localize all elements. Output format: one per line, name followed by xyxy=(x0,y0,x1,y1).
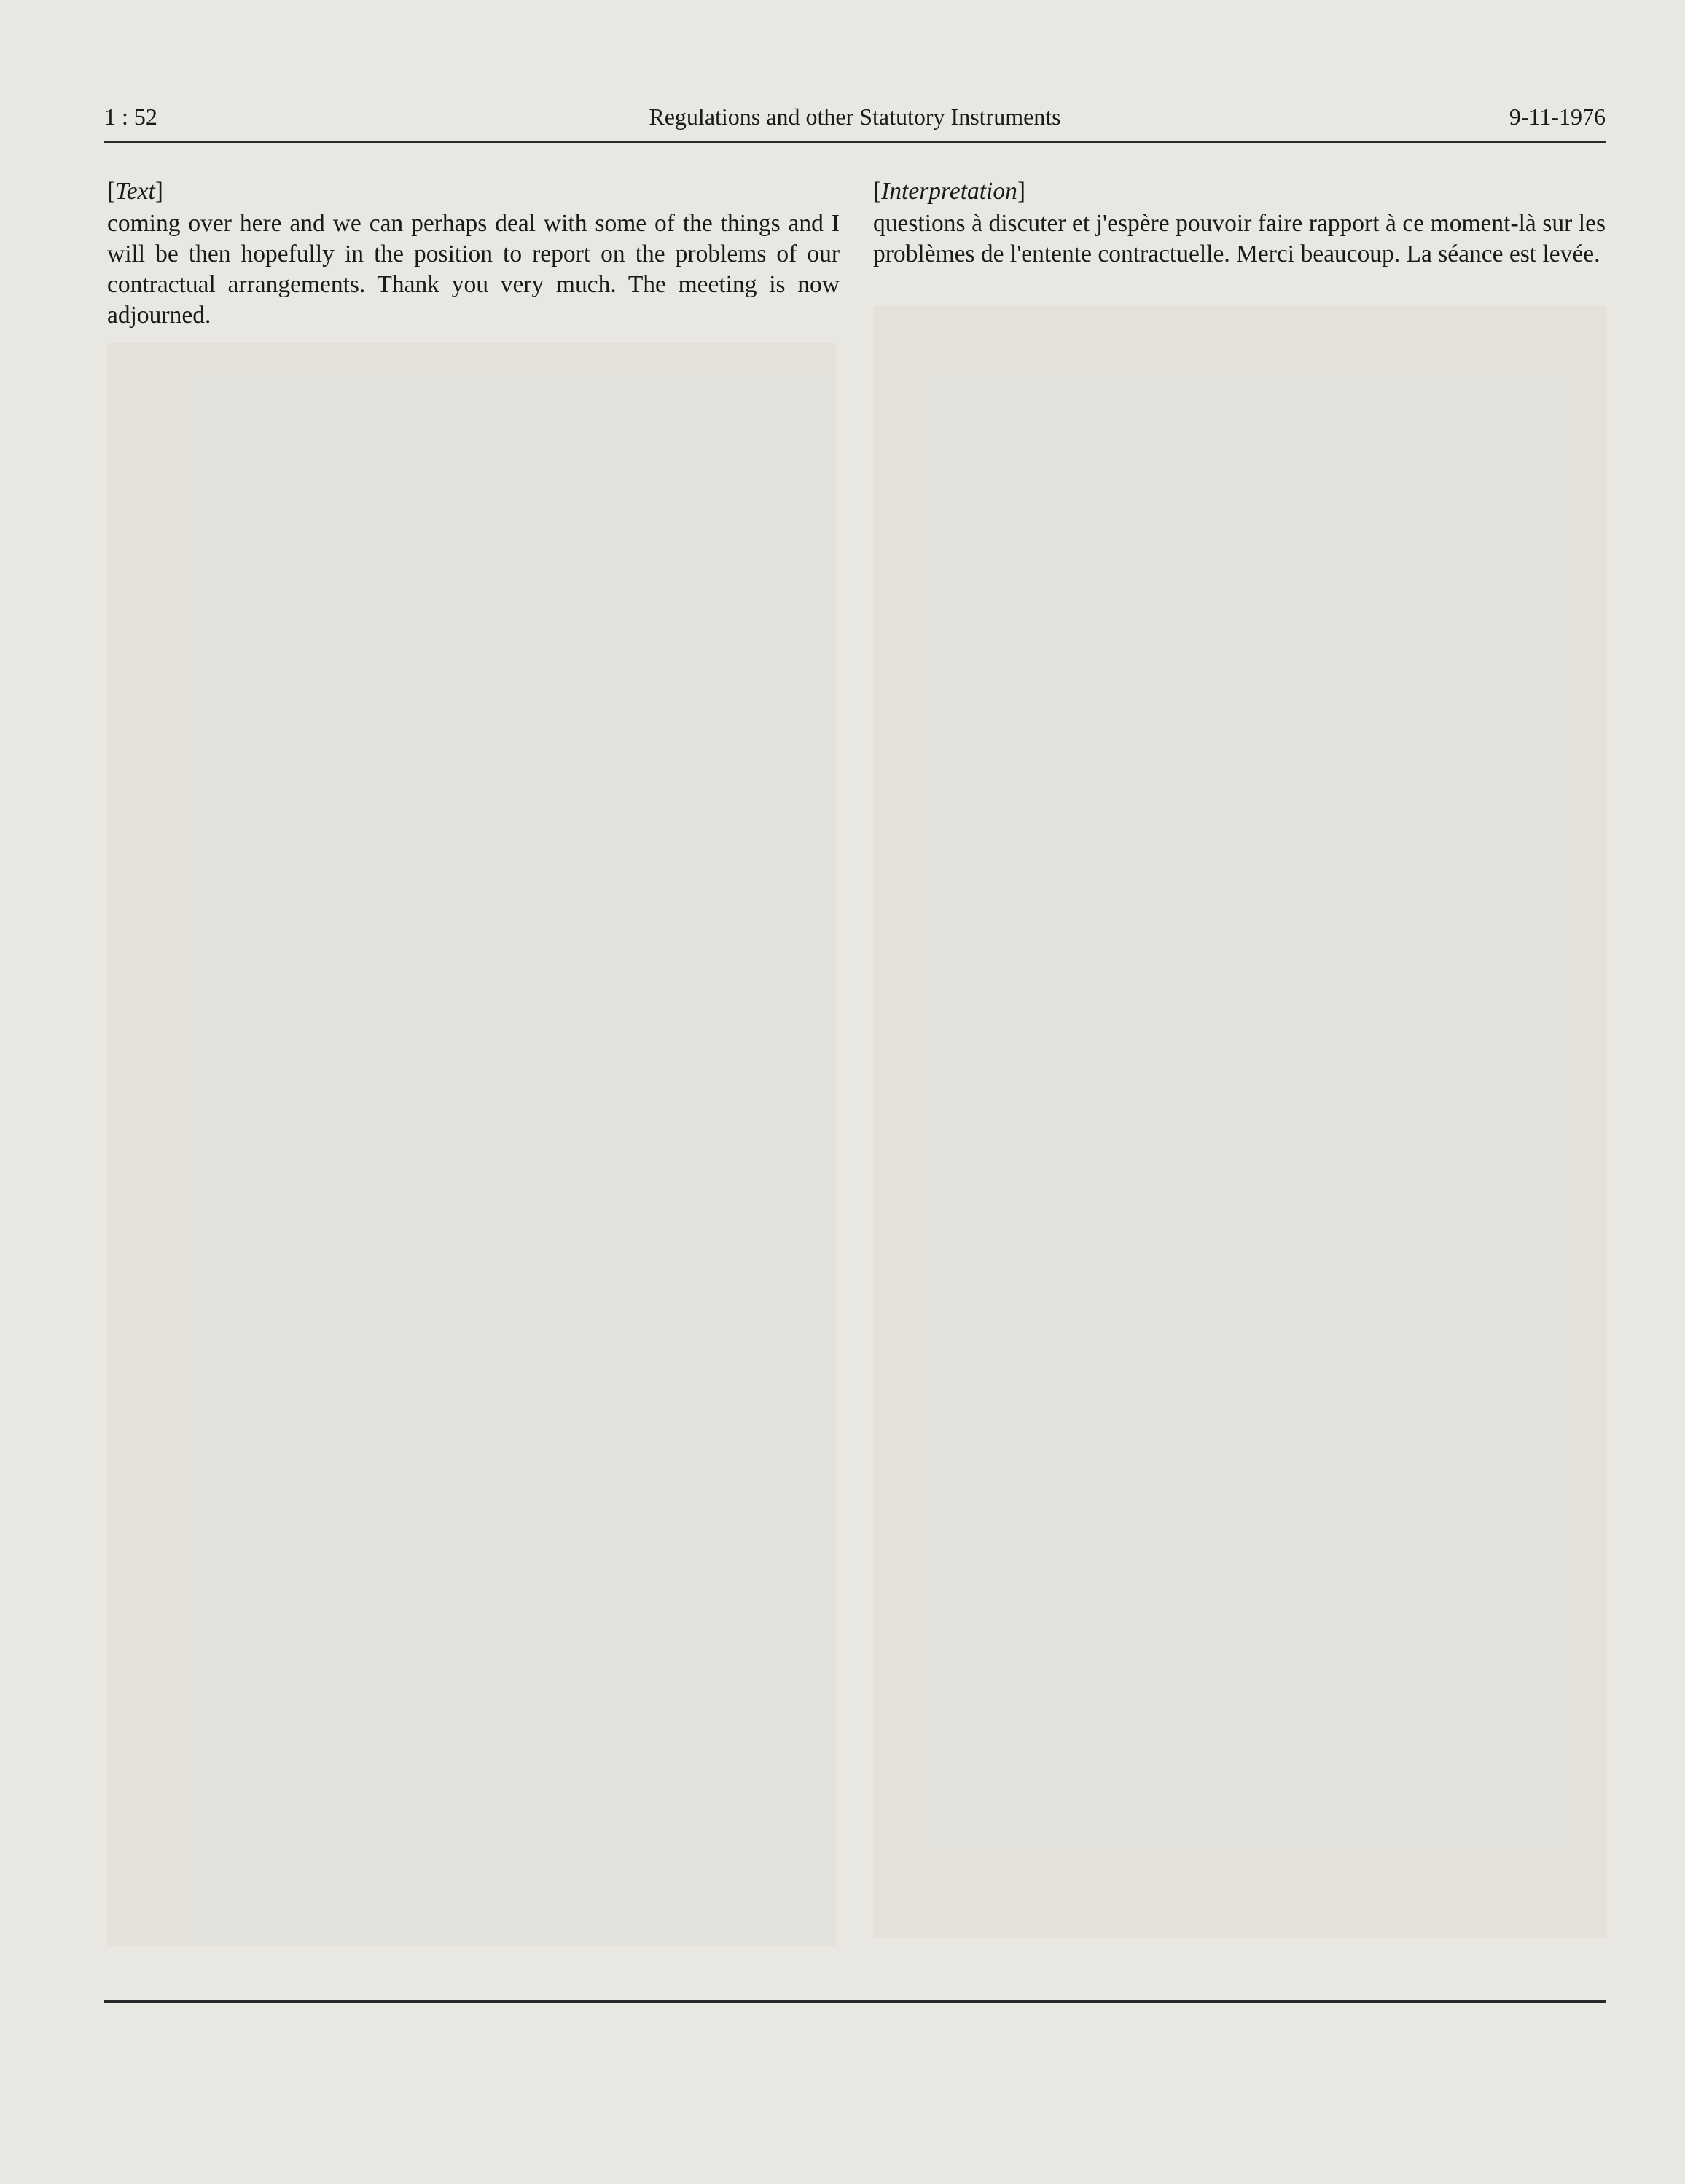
page-folio: 1 : 52 xyxy=(104,103,157,130)
bleed-through-left xyxy=(107,343,836,1946)
right-column-body: questions à discuter et j'espère pouvoir faire rapport à ce moment-là sur les problèmes de l'entente contractuelle. Merci beaucoup. La séance est levée. xyxy=(873,210,1606,267)
left-column-english xyxy=(107,176,840,331)
running-title: Regulations and other Statutory Instruments xyxy=(649,103,1061,130)
page-header xyxy=(104,103,1606,141)
left-column-body: coming over here and we can perhaps deal with some of the things and I will be then hopefully in the position to report on the problems of our contractual arrangements. Thank you very much. The meeting is now adjourned. xyxy=(107,210,840,329)
column-label-text-word: Text xyxy=(115,178,155,205)
bleed-through-right xyxy=(873,306,1606,1938)
header-rule xyxy=(104,141,1606,143)
footer-rule xyxy=(104,2000,1606,2003)
column-label-interpretation-word: Interpretation xyxy=(881,178,1017,205)
column-label-text: [Text] xyxy=(107,178,163,205)
right-column-french xyxy=(873,176,1606,270)
column-label-interpretation: [Interpretation] xyxy=(873,178,1026,205)
header-date: 9-11-1976 xyxy=(1509,103,1606,130)
